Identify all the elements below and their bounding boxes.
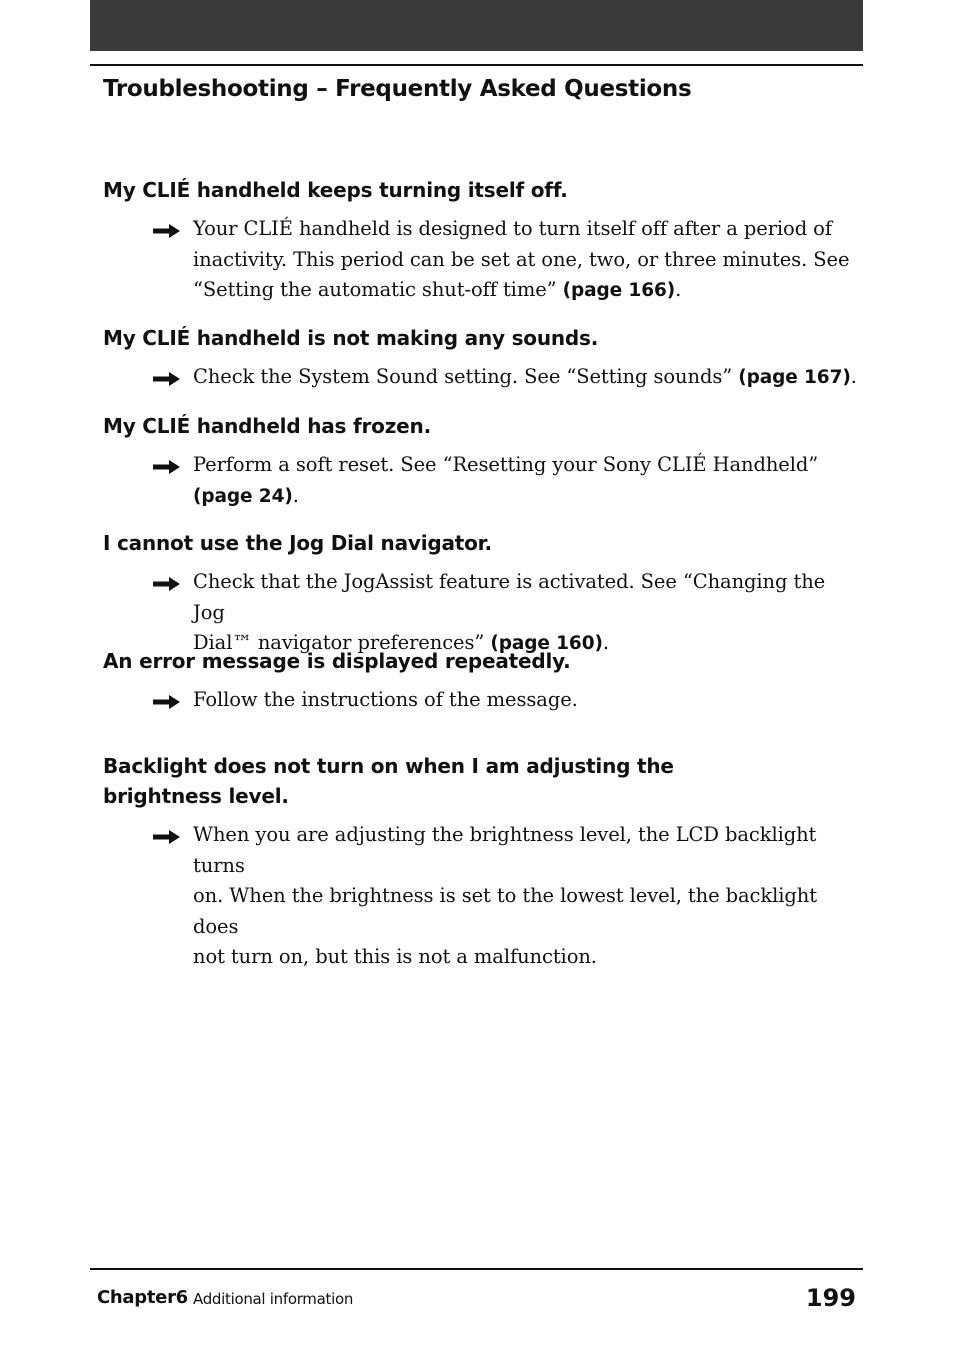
page-reference: (page 167) — [738, 367, 851, 388]
section-title: Troubleshooting – Frequently Asked Questions — [103, 76, 692, 102]
bottom-rule — [90, 1268, 863, 1270]
footer-chapter: Chapter6 — [97, 1287, 188, 1308]
punctuation: . — [602, 631, 609, 654]
question-line: Backlight does not turn on when I am adjusting the — [103, 754, 674, 778]
answer-text: Check the System Sound setting. See “Setting sounds” — [193, 365, 733, 388]
faq-question-5: An error message is displayed repeatedly. — [103, 649, 571, 673]
answer-text: on. When the brightness is set to the lowest level, the backlight does — [193, 884, 817, 938]
faq-question-3: My CLIÉ handheld has frozen. — [103, 414, 431, 438]
question-line: brightness level. — [103, 784, 289, 808]
punctuation: . — [292, 483, 299, 507]
page-number: 199 — [805, 1284, 856, 1312]
right-arrow-icon — [153, 372, 180, 386]
faq-answer-2 — [193, 362, 858, 394]
faq-question-1: My CLIÉ handheld keeps turning itself off. — [103, 178, 568, 202]
answer-text: inactivity. This period can be set at one, two, or three minutes. See — [193, 247, 850, 271]
header-band — [90, 0, 863, 51]
answer-text: Dial™ navigator preferences” — [193, 631, 485, 654]
answer-text: Check that the JogAssist feature is activated. See “Changing the Jog — [193, 570, 826, 624]
faq-answer-3 — [193, 450, 858, 512]
answer-text: Perform a soft reset. See “Resetting your Sony CLIÉ Handheld” — [193, 453, 819, 476]
punctuation: . — [675, 278, 682, 301]
answer-text: Follow the instructions of the message. — [193, 688, 578, 711]
page-reference: (page 160) — [490, 633, 603, 654]
punctuation: . — [850, 365, 857, 388]
faq-answer-1 — [193, 214, 858, 307]
footer-chapter-title: Additional information — [193, 1290, 354, 1308]
faq-answer-6 — [193, 820, 858, 973]
faq-question-4: I cannot use the Jog Dial navigator. — [103, 531, 492, 555]
faq-question-6 — [103, 751, 674, 811]
right-arrow-icon — [153, 830, 180, 844]
answer-text: “Setting the automatic shut-off time” — [193, 278, 557, 301]
page-reference: (page 24) — [193, 485, 293, 507]
answer-text: Your CLIÉ handheld is designed to turn itself off after a period of — [193, 217, 832, 240]
page-reference: (page 166) — [562, 280, 676, 301]
right-arrow-icon — [153, 224, 180, 238]
faq-answer-5 — [193, 685, 858, 716]
top-rule — [90, 64, 863, 66]
right-arrow-icon — [153, 577, 180, 591]
right-arrow-icon — [153, 695, 180, 709]
faq-question-2: My CLIÉ handheld is not making any sounds. — [103, 326, 599, 350]
right-arrow-icon — [153, 460, 180, 474]
answer-text: When you are adjusting the brightness level, the LCD backlight turns — [193, 823, 817, 877]
answer-text: not turn on, but this is not a malfunction. — [193, 945, 597, 968]
